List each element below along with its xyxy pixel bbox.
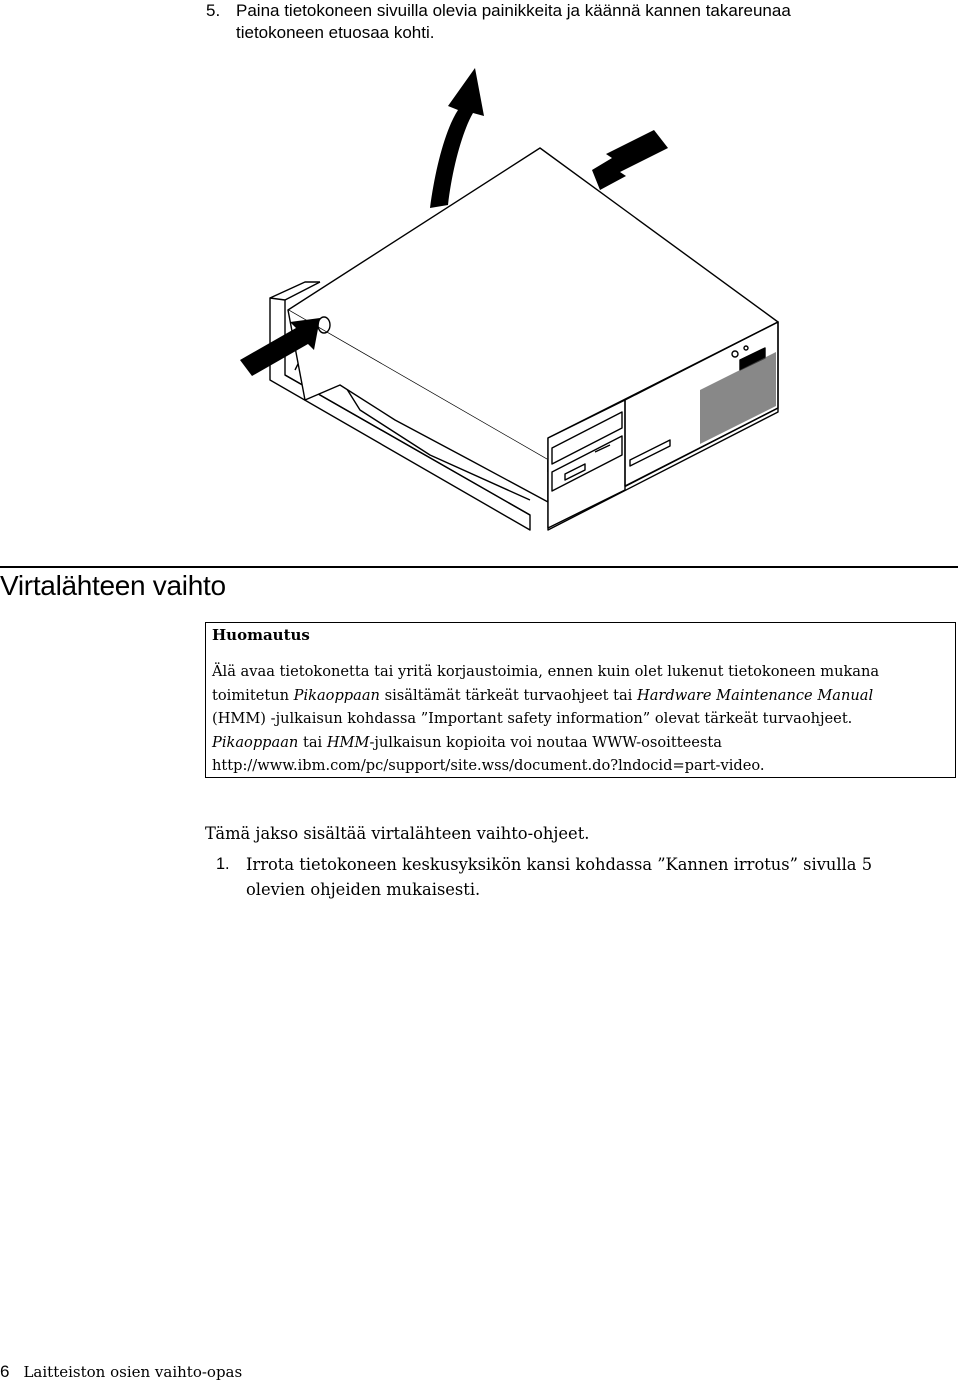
notice-line [212, 684, 948, 708]
step-text-line: Irrota tietokoneen keskusyksikön kansi kohdassa ”Kannen irrotus” sivulla 5 [246, 855, 873, 874]
doc-title: Laitteiston osien vaihto-opas [23, 1363, 243, 1381]
step-text [246, 852, 946, 902]
page-number: 6 [0, 1362, 10, 1381]
notice-italic-text: Pikaoppaan [293, 686, 380, 704]
notice-body [212, 660, 948, 778]
step-number: 5. [206, 1, 221, 20]
notice-italic-text: Pikaoppaan [212, 733, 299, 751]
step-text-line: olevien ohjeiden mukaisesti. [246, 880, 481, 899]
intro-paragraph: Tämä jakso sisältää virtalähteen vaihto-ohjeet. [205, 824, 590, 843]
section-rule [0, 566, 958, 568]
notice-text: sisältämät tärkeät turvaohjeet tai [379, 686, 637, 704]
notice-line: (HMM) -julkaisun kohdassa ”Important safety information” olevat tärkeät turvaohjeet. [212, 710, 853, 727]
step-number: 1. [216, 855, 230, 873]
page-footer [0, 1361, 242, 1383]
section-title: Virtalähteen vaihto [0, 570, 226, 601]
arrow-left-icon [592, 130, 668, 190]
computer-cover-illustration [230, 60, 790, 540]
notice-text: -julkaisun kopioita voi noutaa WWW-osoitteesta [369, 733, 722, 751]
notice-heading: Huomautus [212, 626, 310, 644]
step-text [236, 0, 936, 44]
step-text-line: Paina tietokoneen sivuilla olevia painikkeita ja käännä kannen takareunaa [236, 1, 791, 20]
notice-text: tai [298, 733, 327, 751]
notice-italic-text: Hardware Maintenance Manual [636, 686, 874, 704]
notice-box [205, 622, 956, 778]
notice-text: toimitetun [212, 686, 294, 704]
notice-url: http://www.ibm.com/pc/support/site.wss/document.do?lndocid=part-video. [212, 757, 765, 774]
notice-line [212, 731, 948, 755]
arrow-up-curved-icon [430, 68, 484, 208]
notice-line: Älä avaa tietokonetta tai yritä korjaustoimia, ennen kuin olet lukenut tietokoneen mukana [212, 663, 880, 680]
notice-italic-text: HMM [326, 733, 370, 751]
step-text-line: tietokoneen etuosaa kohti. [236, 23, 435, 42]
